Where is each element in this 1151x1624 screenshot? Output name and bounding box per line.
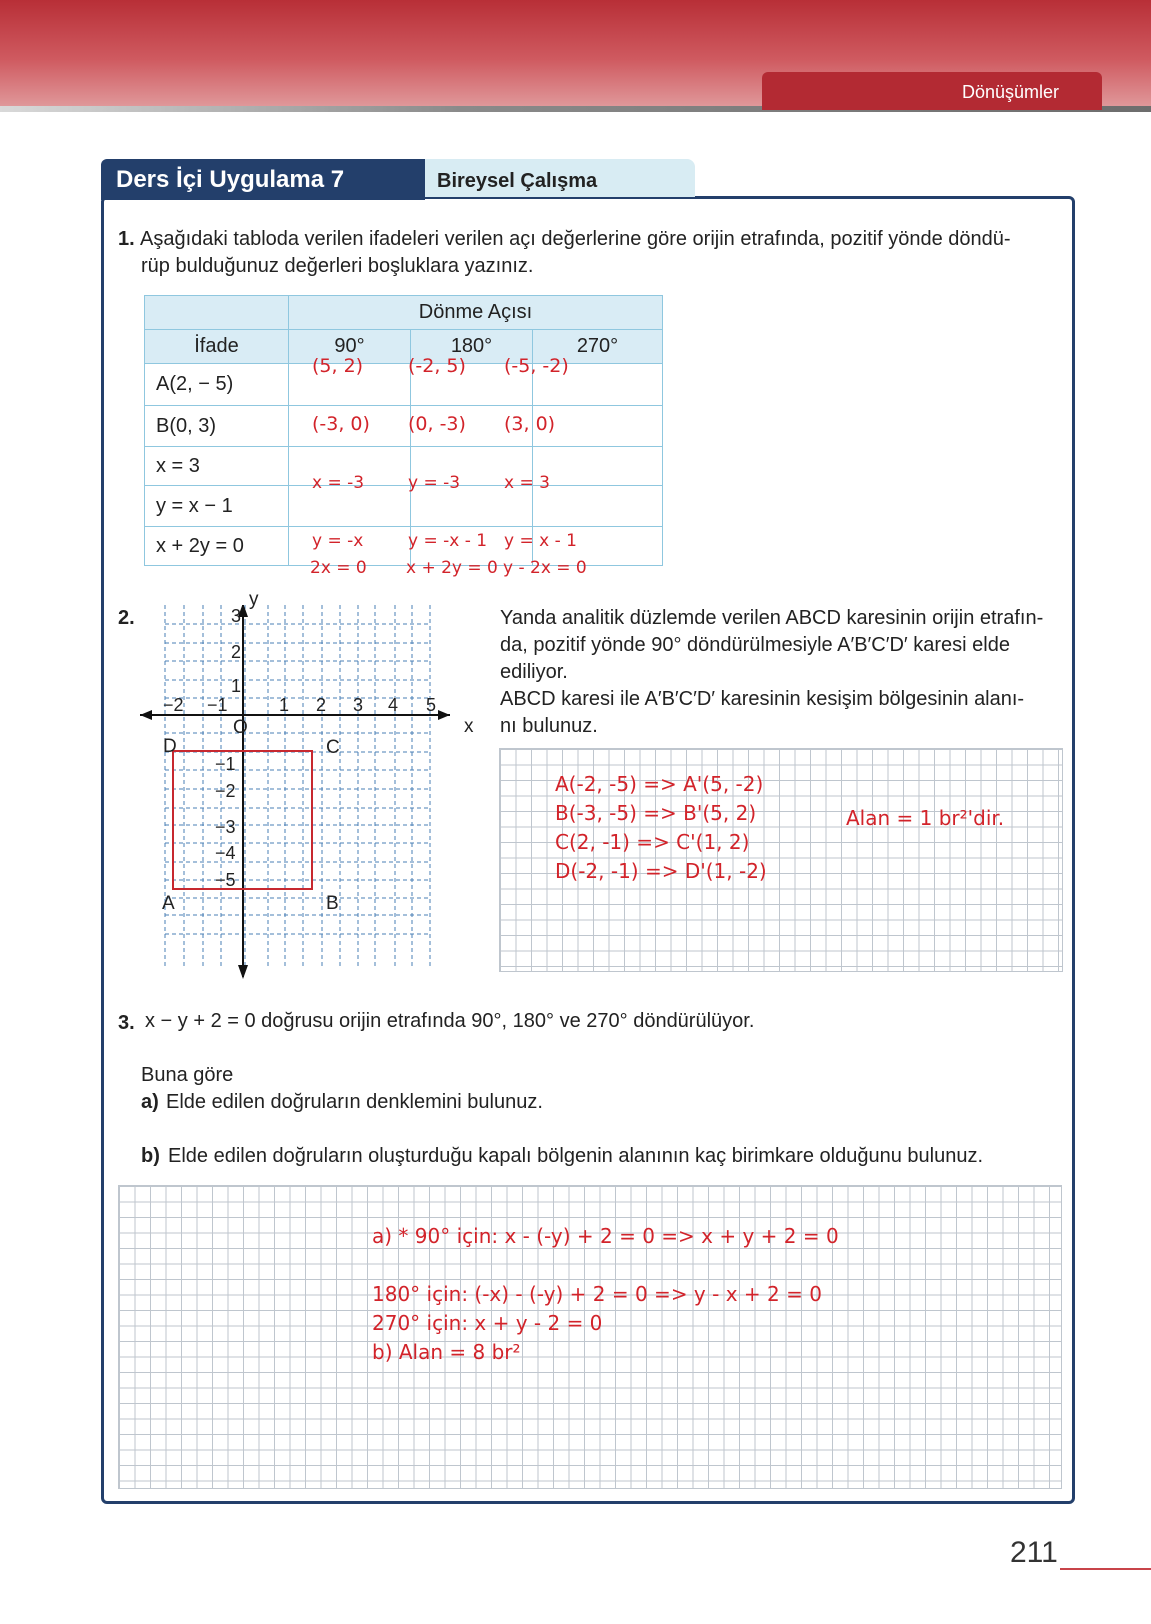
table-header-90: 90° xyxy=(289,330,411,364)
table-header-ifade: İfade xyxy=(145,330,289,364)
q3-b-label: b) xyxy=(141,1145,160,1167)
x-tick-label: 3 xyxy=(353,695,364,715)
answer-b-270: (3, 0) xyxy=(504,413,556,435)
q2-answer-line: A(-2, -5) => A'(5, -2) xyxy=(555,772,764,796)
table-expr: x = 3 xyxy=(145,447,289,486)
coordinate-graph xyxy=(140,605,480,980)
y-tick-label: 2 xyxy=(231,642,242,662)
q2-text-line: Yanda analitik düzlemde verilen ABCD karesinin orijin etrafın- xyxy=(500,607,1044,629)
answer-x2y-90: 2x = 0 xyxy=(310,558,367,578)
point-c-label: C xyxy=(326,737,340,758)
y-tick-label: −4 xyxy=(215,843,236,863)
point-a-label: A xyxy=(162,893,175,914)
q1-text-line2: rüp bulduğunuz değerleri boşluklara yazınız. xyxy=(141,255,534,277)
answer-y-180: y = -x - 1 xyxy=(408,531,488,551)
q3-a-label: a) xyxy=(141,1091,159,1113)
activity-subtitle: Bireysel Çalışma xyxy=(437,170,598,192)
q2-text-line: ABCD karesi ile A′B′C′D′ karesinin kesişim bölgesinin alanı- xyxy=(500,688,1025,710)
rotation-table xyxy=(144,295,663,566)
table-row xyxy=(145,364,663,406)
y-tick-label: −5 xyxy=(215,870,236,890)
x-tick-label: −2 xyxy=(163,695,184,715)
answer-x3-180: y = -3 xyxy=(408,473,461,493)
answer-a-90: (5, 2) xyxy=(312,355,364,377)
table-row xyxy=(145,486,663,527)
x-tick-label: 4 xyxy=(388,695,399,715)
q1-number: 1. xyxy=(118,228,135,250)
answer-b-90: (-3, 0) xyxy=(312,413,370,435)
axis-x-label: x xyxy=(464,716,474,737)
point-b-label: B xyxy=(326,893,339,914)
answer-x3-90: x = -3 xyxy=(312,473,365,493)
activity-title: Ders İçi Uygulama 7 xyxy=(116,166,345,193)
answer-b-180: (0, -3) xyxy=(408,413,466,435)
table-expr: y = x − 1 xyxy=(145,486,289,527)
answer-y-270: y = x - 1 xyxy=(504,531,577,551)
page-number: 211 xyxy=(1010,1536,1058,1569)
q2-area-answer: Alan = 1 br²'dir. xyxy=(846,806,1005,830)
table-expr: x + 2y = 0 xyxy=(145,527,289,566)
q1-text-line1: Aşağıdaki tabloda verilen ifadeleri verilen açı değerlerine göre orijin etrafında, pozitif yönde döndü- xyxy=(140,228,1011,250)
q2-number: 2. xyxy=(118,607,135,629)
x-tick-label: −1 xyxy=(207,695,228,715)
table-expr: B(0, 3) xyxy=(145,406,289,447)
q2-text-line: ediliyor. xyxy=(500,661,568,683)
axis-y-label: y xyxy=(249,589,259,610)
table-header-270: 270° xyxy=(533,330,663,364)
q3-answer-line: b) Alan = 8 br² xyxy=(372,1340,521,1364)
answer-x3-270: x = 3 xyxy=(504,473,550,493)
answer-x2y-270: y - 2x = 0 xyxy=(503,558,587,578)
section-tab-label: Dönüşümler xyxy=(962,82,1060,102)
answer-y-90: y = -x xyxy=(312,531,364,551)
table-expr: A(2, − 5) xyxy=(145,364,289,406)
table-row xyxy=(145,447,663,486)
q3-b-text: Elde edilen doğruların oluşturduğu kapalı bölgenin alanının kaç birimkare olduğunu bulunuz. xyxy=(168,1145,983,1167)
y-tick-label: −1 xyxy=(215,754,236,774)
origin-label: O xyxy=(233,717,248,738)
answer-a-180: (-2, 5) xyxy=(408,355,466,377)
q3-answer-line: 180° için: (-x) - (-y) + 2 = 0 => y - x + 2 = 0 xyxy=(372,1282,822,1306)
point-d-label: D xyxy=(163,736,177,757)
q2-text-line: da, pozitif yönde 90° döndürülmesiyle A′B′C′D′ karesi elde xyxy=(500,634,1010,656)
q2-answer-line: C(2, -1) => C'(1, 2) xyxy=(555,830,750,854)
q3-answer-line: 270° için: x + y - 2 = 0 xyxy=(372,1311,603,1335)
table-header-180: 180° xyxy=(411,330,533,364)
x-tick-label: 2 xyxy=(316,695,327,715)
table-row xyxy=(145,406,663,447)
q2-answer-line: B(-3, -5) => B'(5, 2) xyxy=(555,801,757,825)
y-tick-label: −2 xyxy=(215,781,236,801)
x-tick-label: 1 xyxy=(279,695,290,715)
answer-a-270: (-5, -2) xyxy=(504,355,569,377)
y-tick-label: −3 xyxy=(215,817,236,837)
q2-answer-line: D(-2, -1) => D'(1, -2) xyxy=(555,859,767,883)
q3-statement: x − y + 2 = 0 doğrusu orijin etrafında 90°, 180° ve 270° döndürülüyor. xyxy=(145,1010,755,1032)
answer-x2y-180: x + 2y = 0 xyxy=(406,558,498,578)
page-number-rule xyxy=(1060,1568,1151,1570)
y-tick-label: 1 xyxy=(231,676,242,696)
q3-intro: Buna göre xyxy=(141,1064,234,1086)
q3-answer-line: a) * 90° için: x - (-y) + 2 = 0 => x + y + 2 = 0 xyxy=(372,1224,839,1248)
q3-number: 3. xyxy=(118,1012,135,1034)
x-tick-label: 5 xyxy=(426,695,437,715)
q3-a-text: Elde edilen doğruların denklemini bulunuz. xyxy=(166,1091,543,1113)
table-group-header: Dönme Açısı xyxy=(289,296,663,330)
y-tick-label: 3 xyxy=(231,606,242,626)
q2-text-line: nı bulunuz. xyxy=(500,715,598,737)
